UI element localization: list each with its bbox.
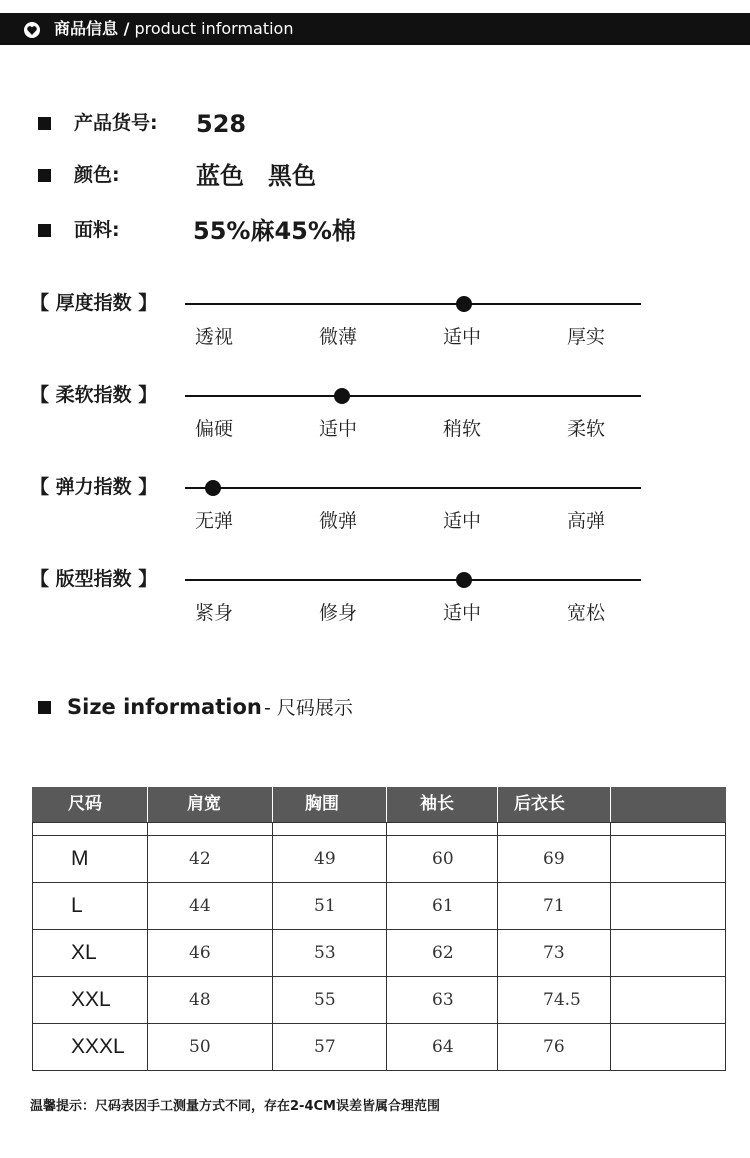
table-cell: 60: [432, 849, 454, 869]
size-tip-note: 温馨提示：尺码表因手工测量方式不同，存在2-4CM误差皆属合理范围: [30, 1099, 440, 1114]
table-header: [32, 787, 726, 822]
table-cell: 53: [314, 943, 336, 963]
section-title-cn: 商品信息 /: [54, 19, 130, 38]
scale-track: [185, 487, 641, 489]
scale-track: [185, 395, 641, 397]
size-table: [32, 787, 726, 1071]
table-header-cell: 胸围: [305, 794, 339, 814]
table-cell: 69: [543, 849, 565, 869]
table-cell: 50: [189, 1037, 211, 1057]
scale-option: 适中: [443, 602, 482, 624]
table-row: [33, 883, 725, 930]
size-heading-en: Size information: [67, 695, 262, 719]
section-title-en: product information: [129, 19, 294, 38]
table-header-cell: 后衣长: [514, 794, 565, 814]
scale-marker: [456, 296, 472, 312]
scale-option: 偏硬: [195, 418, 234, 440]
table-cell: 64: [432, 1037, 454, 1057]
fit-index-title: 【 版型指数 】: [30, 568, 158, 590]
table-cell: 61: [432, 896, 454, 916]
size-cell: XXXL: [71, 1035, 125, 1058]
bullet-square-icon: [38, 701, 51, 714]
table-cell: 73: [543, 943, 565, 963]
scale-option: 修身: [319, 602, 358, 624]
table-cell: 76: [543, 1037, 565, 1057]
scale-option: 柔软: [567, 418, 606, 440]
scale-option: 适中: [443, 510, 482, 532]
table-cell: 71: [543, 896, 565, 916]
table-header-cell: 肩宽: [187, 794, 221, 814]
size-heading-cn: - 尺码展示: [264, 697, 353, 719]
scale-option: 无弹: [195, 510, 234, 532]
table-header-cell: 袖长: [420, 794, 454, 814]
fabric-label: 面料:: [74, 219, 120, 241]
scale-option: 厚实: [567, 326, 606, 348]
size-cell: L: [71, 894, 83, 917]
color-label: 颜色:: [74, 164, 120, 186]
elasticity-index-title: 【 弹力指数 】: [30, 476, 158, 498]
bullet-square-icon: [38, 117, 51, 130]
color-value: 蓝色 黑色: [196, 162, 316, 190]
scale-option: 微弹: [319, 510, 358, 532]
scale-marker: [456, 572, 472, 588]
scale-option: 微薄: [319, 326, 358, 348]
fabric-value: 55%麻45%棉: [193, 217, 356, 245]
item-number-value: 528: [196, 110, 247, 138]
table-header-cell: 尺码: [68, 794, 102, 814]
table-cell: 51: [314, 896, 336, 916]
scale-option: 稍软: [443, 418, 482, 440]
table-cell: 63: [432, 990, 454, 1010]
softness-index-title: 【 柔软指数 】: [30, 384, 158, 406]
scale-marker: [205, 480, 221, 496]
table-cell: 46: [189, 943, 211, 963]
bullet-square-icon: [38, 169, 51, 182]
size-cell: XXL: [71, 988, 111, 1011]
scale-marker: [334, 388, 350, 404]
scale-option: 透视: [195, 326, 234, 348]
section-header: [0, 13, 750, 45]
scale-track: [185, 303, 641, 305]
softness-index: [0, 383, 750, 443]
table-cell: 49: [314, 849, 336, 869]
scale-track: [185, 579, 641, 581]
table-cell: 48: [189, 990, 211, 1010]
heart-icon: [24, 22, 40, 38]
scale-option: 适中: [443, 326, 482, 348]
fit-index: [0, 567, 750, 627]
table-row: [33, 1024, 725, 1071]
size-cell: XL: [71, 941, 97, 964]
item-number-label: 产品货号:: [74, 112, 158, 134]
elasticity-index: [0, 475, 750, 535]
scale-option: 适中: [319, 418, 358, 440]
table-cell: 42: [189, 849, 211, 869]
section-title: [54, 19, 293, 39]
table-cell: 44: [189, 896, 211, 916]
table-cell: 74.5: [543, 990, 581, 1010]
table-row: [33, 836, 725, 883]
table-cell: 62: [432, 943, 454, 963]
scale-option: 紧身: [195, 602, 234, 624]
thickness-index: [0, 291, 750, 351]
table-cell: 57: [314, 1037, 336, 1057]
size-cell: M: [71, 847, 89, 870]
thickness-index-title: 【 厚度指数 】: [30, 292, 158, 314]
table-row: [33, 977, 725, 1024]
table-spacer-row: [33, 822, 725, 836]
table-row: [33, 930, 725, 977]
table-body: [32, 822, 726, 1071]
table-cell: 55: [314, 990, 336, 1010]
scale-option: 高弹: [567, 510, 606, 532]
scale-option: 宽松: [567, 602, 606, 624]
bullet-square-icon: [38, 224, 51, 237]
